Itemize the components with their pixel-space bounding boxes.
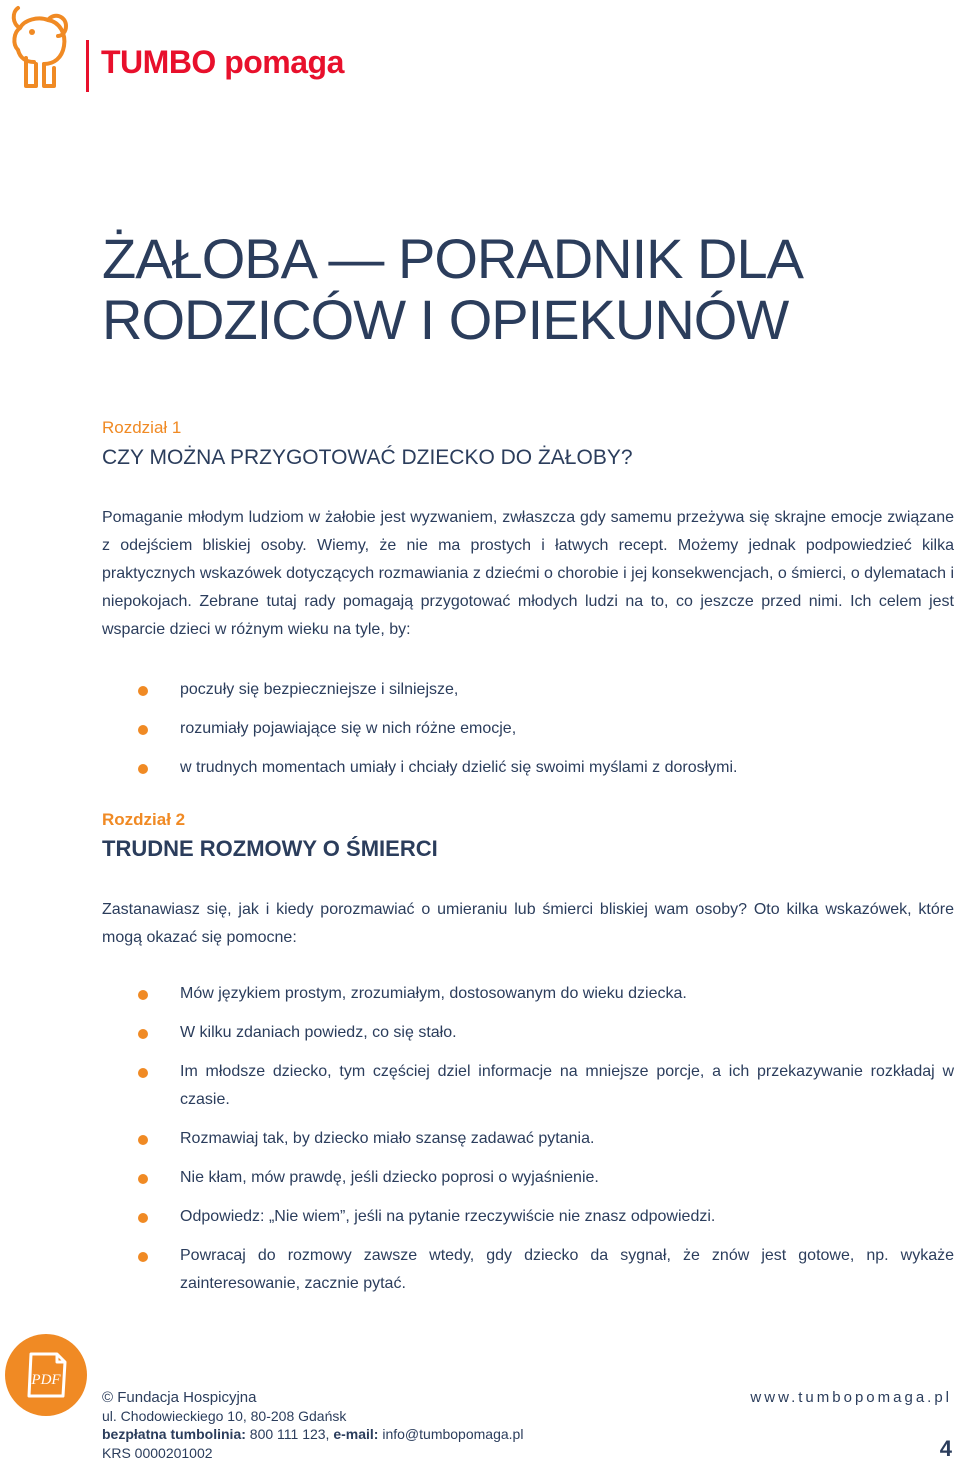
pdf-badge[interactable] [5,1334,87,1416]
list-item [132,1242,954,1298]
list-item-text: w trudnych momentach umiały i chciały dzielić się swoimi myślami z dorosłymi. [180,759,738,776]
chapter-2-list [132,980,954,1309]
list-item [132,1203,954,1231]
pdf-badge-text: PDF [31,1372,61,1388]
footer-krs: KRS 0000201002 [102,1445,213,1461]
elephant-icon [4,2,76,94]
bullet-icon [138,686,148,696]
bullet-icon [138,1252,148,1262]
list-item [132,980,954,1008]
chapter-2-label: Rozdział 2 [102,810,186,829]
bullet-icon [138,990,148,1000]
chapter-1-intro: Pomaganie młodym ludziom w żałobie jest wyzwaniem, zwłaszcza gdy samemu przeżywa się skrajne emocje związane z odejściem bliskiej osoby. Wiemy, że nie ma prostych i łatwych recept. Możemy jednak podpowiedzieć kilka praktycznych wskazówek dotyczących rozmawiania z dziećmi o chorobie i jej konsekwencjach, o śmierci, o dylematach i niepokojach. Zebrane tutaj rady pomagają przygotować młodych ludzi na to, co jeszcze przed nimi. Ich celem jest wsparcie dzieci w różnym wieku na tyle, by: [102,509,954,638]
chapter-2-title: TRUDNE ROZMOWY O ŚMIERCI [102,836,438,861]
bullet-icon [138,1135,148,1145]
bullet-icon [138,764,148,774]
list-item [132,1019,954,1047]
list-item [132,1058,954,1114]
list-item-text: Mów językiem prostym, zrozumiałym, dostosowanym do wieku dziecka. [180,985,687,1002]
footer-phone-label: bezpłatna tumbolinia: [102,1426,246,1442]
list-item-text: Nie kłam, mów prawdę, jeśli dziecko poprosi o wyjaśnienie. [180,1169,599,1186]
brand-name: TUMBO pomaga [101,44,344,80]
footer-phone[interactable]: 800 111 123, [249,1426,330,1442]
footer-website-link[interactable]: www.tumbopomaga.pl [750,1389,952,1406]
list-item-text: rozumiały pojawiające się w nich różne emocje, [180,720,517,737]
list-item [132,715,954,743]
chapter-1-label: Rozdział 1 [102,418,182,437]
list-item-text: W kilku zdaniach powiedz, co się stało. [180,1024,457,1041]
list-item-text: Powracaj do rozmowy zawsze wtedy, gdy dziecko da sygnał, że znów jest gotowe, np. wykaże zainteresowanie, zacznie pytać. [180,1247,954,1292]
list-item [132,676,954,704]
footer-email[interactable]: info@tumbopomaga.pl [382,1426,524,1442]
list-item-text: Rozmawiaj tak, by dziecko miało szansę zadawać pytania. [180,1130,595,1147]
chapter-1-title: CZY MOŻNA PRZYGOTOWAĆ DZIECKO DO ŻAŁOBY? [102,446,633,469]
list-item [132,1164,954,1192]
list-item [132,1125,954,1153]
list-item-text: poczuły się bezpieczniejsze i silniejsze, [180,681,459,698]
bullet-icon [138,1213,148,1223]
page-title-line-2: RODZICÓW I OPIEKUNÓW [102,288,789,351]
footer-org: © Fundacja Hospicyjna [102,1389,257,1406]
pdf-icon [5,1334,87,1416]
page-title-line-1: ŻAŁOBA — PORADNIK DLA [102,227,803,290]
brand-divider [86,40,89,92]
footer-address: ul. Chodowieckiego 10, 80-208 Gdańsk [102,1408,347,1424]
list-item-text: Odpowiedz: „Nie wiem”, jeśli na pytanie rzeczywiście nie znasz odpowiedzi. [180,1208,716,1225]
chapter-2-intro: Zastanawiasz się, jak i kiedy porozmawiać o umieraniu lub śmierci bliskiej wam osoby? Oto kilka wskazówek, które mogą okazać się pomocne: [102,901,954,946]
page-title [102,228,803,350]
bullet-icon [138,725,148,735]
footer-email-label: e-mail: [333,1426,379,1442]
bullet-icon [138,1029,148,1039]
bullet-icon [138,1174,148,1184]
footer-contact [102,1426,523,1443]
list-item [132,754,954,782]
chapter-1-list [132,676,954,793]
bullet-icon [138,1068,148,1078]
page-number: 4 [939,1436,952,1461]
list-item-text: Im młodsze dziecko, tym częściej dziel informacje na mniejsze porcje, a ich przekazywanie rozkładaj w czasie. [180,1063,954,1108]
